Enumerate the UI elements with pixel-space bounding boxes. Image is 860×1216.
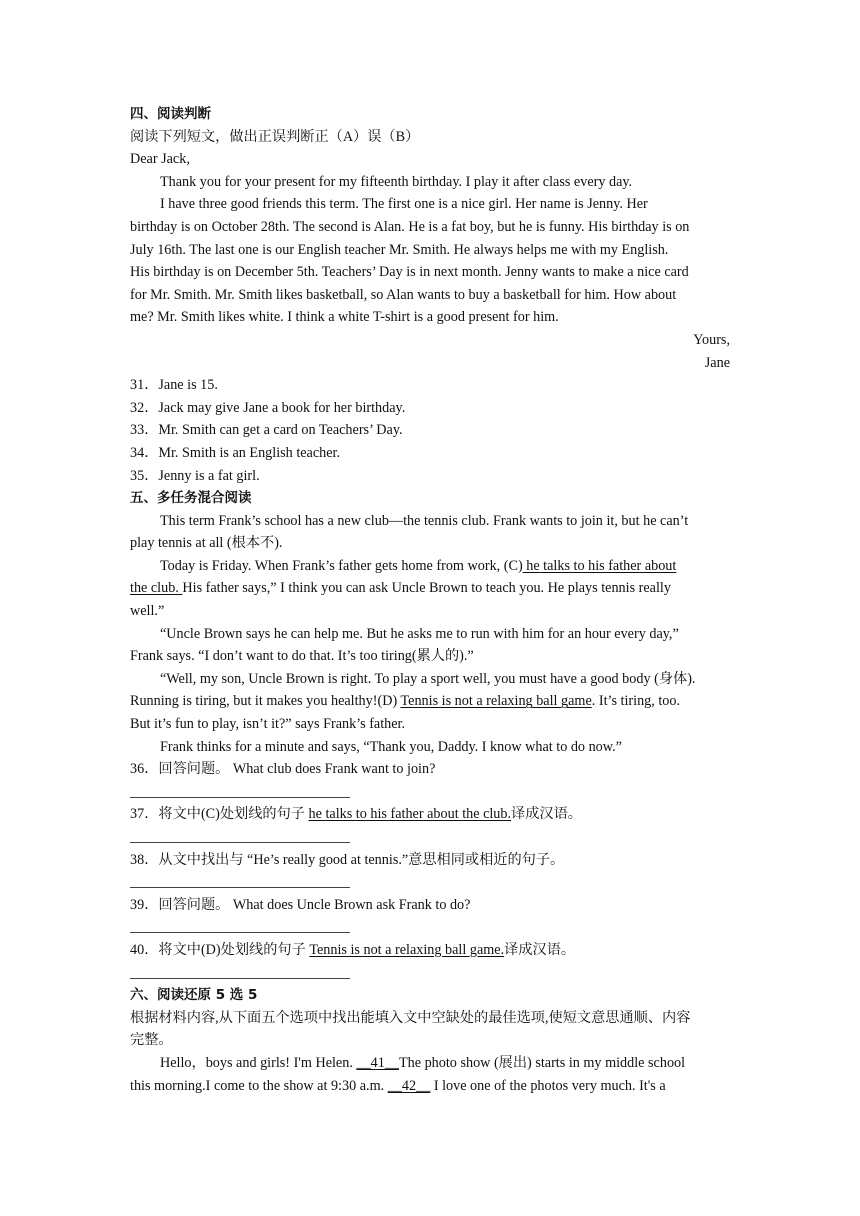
letter-line: Thank you for your present for my fifteenth birthday. I play it after class every day. (160, 173, 633, 190)
letter-line: His birthday is on December 5th. Teachers’ Day is in next month. Jenny wants to make a nice card (130, 264, 689, 281)
underlined-sentence-c: he talks to his father about (522, 557, 677, 574)
passage-line: But it’s fun to play, isn’t it?” says Frank’s father. (130, 716, 406, 733)
answer-blank-39[interactable] (130, 916, 730, 939)
answer-blank-38[interactable] (130, 871, 730, 894)
passage-line (130, 1052, 730, 1075)
question-39: 39．回答问题。 What does Uncle Brown ask Frank to do? (130, 896, 471, 913)
passage-text: Running is tiring, but it makes you healthy!(D) (130, 693, 401, 710)
question-text: 40．将文中(D)处划线的句子 (130, 941, 310, 958)
passage-line: “Uncle Brown says he can help me. But he asks me to run with him for an hour every day,” (160, 625, 679, 642)
passage-line: This term Frank’s school has a new club—the tennis club. Frank wants to join it, but he can’t (160, 512, 689, 529)
passage-text: . It’s tiring, too. (591, 693, 681, 710)
letter-line: I have three good friends this term. The first one is a nice girl. Her name is Jenny. Her (160, 196, 648, 213)
passage-line (130, 1075, 730, 1098)
question-underlined: he talks to his father about the club. (308, 806, 512, 823)
question-32: 32．Jack may give Jane a book for her birthday. (130, 399, 406, 416)
passage-text: His father says,” I think you can ask Uncle Brown to teach you. He plays tennis really (182, 580, 671, 597)
section6-instruction: 根据材料内容,从下面五个选项中找出能填入文中空缺处的最佳选项,使短文意思通顺、内容 (130, 1009, 691, 1026)
question-37 (130, 803, 730, 826)
question-36: 36．回答问题。 What club does Frank want to join? (130, 761, 436, 778)
passage-line: Frank says. “I don’t want to do that. It’s too tiring(累人的).” (130, 648, 474, 665)
question-40 (130, 939, 730, 962)
question-34: 34．Mr. Smith is an English teacher. (130, 444, 341, 461)
passage-line: play tennis at all (根本不). (130, 535, 283, 552)
passage-text: The photo show (展出) starts in my middle school (398, 1054, 686, 1071)
question-38: 38．从文中找出与 “He’s really good at tennis.”意思相同或相近的句子。 (130, 851, 565, 868)
section4-heading: 四、阅读判断 (130, 106, 211, 122)
section5-heading: 五、多任务混合阅读 (130, 490, 252, 507)
passage-text: Hello，boys and girls! I'm Helen. (160, 1054, 357, 1071)
passage-line: “Well, my son, Uncle Brown is right. To play a sport well, you must have a good body (身体). (160, 670, 696, 687)
question-31: 31．Jane is 15. (130, 377, 218, 394)
question-35: 35．Jenny is a fat girl. (130, 467, 260, 484)
question-33: 33．Mr. Smith can get a card on Teachers’ Day. (130, 422, 403, 439)
letter-signature: Jane (704, 354, 730, 371)
passage-line (130, 555, 730, 578)
section4-instruction: 阅读下列短文，做出正误判断正（A）误（B） (130, 128, 420, 145)
passage-line (130, 577, 730, 600)
passage-text: this morning.I come to the show at 9:30 a.m. (130, 1077, 388, 1094)
letter-line: birthday is on October 28th. The second is Alan. He is a fat boy, but he is funny. His birthday is on (130, 218, 690, 235)
section6-instruction: 完整。 (130, 1032, 173, 1049)
worksheet-page (130, 103, 730, 1097)
section6-heading: 六、阅读还原 5 选 5 (130, 987, 258, 1004)
blank-41[interactable]: __41__ (356, 1054, 399, 1071)
letter-line: me? Mr. Smith likes white. I think a white T-shirt is a good present for him. (130, 309, 559, 326)
question-text: 37．将文中(C)处划线的句子 (130, 806, 309, 823)
letter-line: July 16th. The last one is our English teacher Mr. Smith. He always helps me with my English. (130, 241, 669, 258)
question-underlined: Tennis is not a relaxing ball game. (309, 941, 505, 958)
letter-line: for Mr. Smith. Mr. Smith likes basketball, so Alan wants to buy a basketball for him. How about (130, 286, 677, 303)
letter-greeting: Dear Jack, (130, 151, 190, 168)
answer-blank-40[interactable] (130, 962, 730, 985)
blank-42[interactable]: __42__ (387, 1077, 431, 1094)
answer-blank-37[interactable] (130, 826, 730, 849)
passage-line: Frank thinks for a minute and says, “Thank you, Daddy. I know what to do now.” (160, 738, 622, 755)
underlined-sentence-d: Tennis is not a relaxing ball game (400, 693, 592, 710)
answer-blank-36[interactable] (130, 781, 730, 804)
underlined-sentence-c-end: the club. (130, 580, 183, 597)
passage-line (130, 690, 730, 713)
letter-closing: Yours, (693, 331, 730, 348)
question-text: 译成汉语。 (511, 806, 582, 823)
passage-line: well.” (130, 603, 165, 620)
passage-text: I love one of the photos very much. It's a (430, 1077, 666, 1094)
question-text: 译成汉语。 (504, 941, 576, 958)
passage-text: Today is Friday. When Frank’s father gets home from work, (C) (160, 557, 523, 574)
